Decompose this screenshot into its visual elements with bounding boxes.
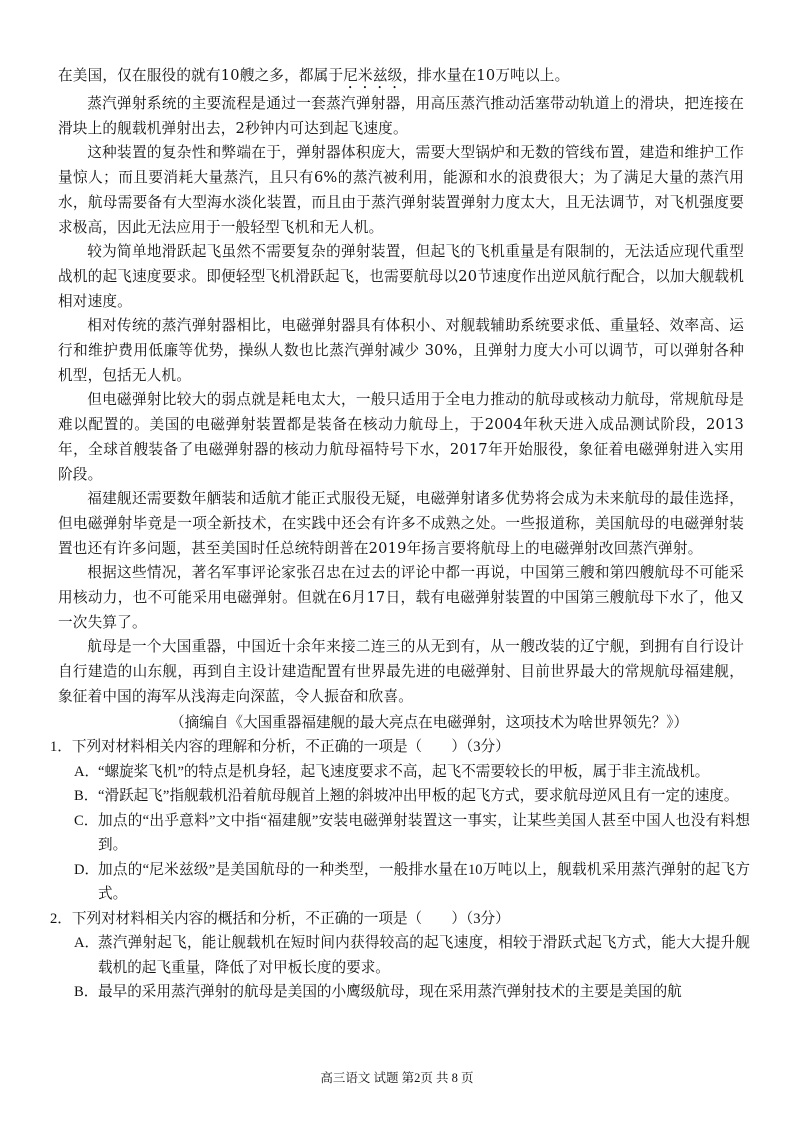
option-text: “螺旋桨飞机”的特点是机身轻，起飞速度要求不高，起飞不需要较长的甲板，属于非主流战机。	[98, 763, 710, 780]
option-b	[74, 784, 750, 809]
option-a	[74, 931, 750, 980]
question-list	[50, 735, 750, 1005]
option-c	[74, 809, 750, 858]
passage-paragraph: 根据这些情况，著名军事评论家张召忠在过去的评论中都一再说，中国第三艘和第四艘航母不可能采用核动力，也不可能采用电磁弹射。但就在6月17日，载有电磁弹射装置的中国第三艘航母下水了，他又一次失算了。	[58, 564, 744, 631]
passage-paragraph: 航母是一个大国重器，中国近十余年来接二连三的从无到有，从一艘改装的辽宁舰，到拥有自行设计自行建造的山东舰，再到自主设计建造配置有世界最先进的电磁弹射、目前世界最大的常规航母福建舰，象征着中国的海军从浅海走向深蓝，令人振奋和欣喜。	[58, 638, 744, 705]
option-text: 最早的采用蒸汽弹射的航母是美国的小鹰级航母，现在采用蒸汽弹射技术的主要是美国的航	[98, 984, 682, 1000]
option-a	[74, 760, 750, 785]
passage-paragraph: 福建舰还需要数年舾装和适航才能正式服役无疑，电磁弹射诸多优势将会成为未来航母的最佳选择，但电磁弹射毕竟是一项全新技术，在实践中还会有许多不成熟之处。一些报道称，美国航母的电磁弹射装置也还有许多问题，甚至美国时任总统特朗普在2019年扬言要将航母上的电磁弹射改回蒸汽弹射。	[58, 490, 744, 557]
page-footer: 高三语文 试题 第2页 共 8 页	[320, 1071, 474, 1085]
option-label: B．	[74, 984, 99, 1000]
emphasized-term: 尼米兹级	[343, 67, 403, 84]
option-text: 加点的“尼米兹级”是美国航母的一种类型，一般排水量在10万吨以上，舰载机采用蒸汽弹射的起飞方式。	[98, 861, 750, 902]
question-2	[50, 907, 750, 1005]
reading-passage	[58, 64, 744, 710]
option-text: “滑跃起飞”指舰载机沿着航母舰首上翘的斜坡冲出甲板的起飞方式，要求航母逆风且有一定的速度。	[98, 788, 739, 804]
option-label: A．	[74, 935, 100, 951]
option-label: D．	[74, 861, 100, 878]
passage-paragraph: 但电磁弹射比较大的弱点就是耗电太大，一般只适用于全电力推动的航母或核动力航母，常规航母是难以配置的。美国的电磁弹射装置都是装备在核动力航母上，于2004年秋天进入成品测试阶段，2013年，全球首艘装备了电磁弹射器的核动力航母福特号下水，2017年开始服役，象征着电磁弹射进入实用阶段。	[58, 391, 744, 483]
option-d	[74, 858, 750, 907]
option-label: C．	[74, 812, 99, 829]
option-text: 加点的“出乎意料”文中指“福建舰”安装电磁弹射装置这一事实，让某些美国人甚至中国人也没有料想到。	[98, 812, 750, 853]
passage-paragraph: 相对传统的蒸汽弹射器相比，电磁弹射器具有体积小、对舰载辅助系统要求低、重量轻、效率高、运行和维护费用低廉等优势，操纵人数也比蒸汽弹射减少 30%，且弹射力度大小可以调节，可以弹射各种机型，包括无人机。	[58, 317, 744, 384]
option-text: 蒸汽弹射起飞，能让舰载机在短时间内获得较高的起飞速度，相较于滑跃式起飞方式，能大大提升舰载机的起飞重量，降低了对甲板长度的要求。	[98, 935, 750, 976]
question-stem: 1．下列对材料相关内容的理解和分析，不正确的一项是（ ）（3分）	[50, 739, 510, 755]
passage-paragraph: 较为简单地滑跃起飞虽然不需要复杂的弹射装置，但起飞的飞机重量是有限制的，无法适应现代重型战机的起飞速度要求。即便轻型飞机滑跃起飞，也需要航母以20节速度作出逆风航行配合，以加大舰载机相对速度。	[58, 243, 744, 310]
passage-paragraph: 蒸汽弹射系统的主要流程是通过一套蒸汽弹射器，用高压蒸汽推动活塞带动轨道上的滑块，把连接在滑块上的舰载机弹射出去，2秒钟内可达到起飞速度。	[58, 95, 744, 137]
passage-paragraph: 这种装置的复杂性和弊端在于，弹射器体积庞大，需要大型锅炉和无数的管线布置，建造和维护工作量惊人；而且要消耗大量蒸汽，且只有6%的蒸汽被利用，能源和水的浪费很大；为了满足大量的蒸汽用水，航母需要备有大型海水淡化装置，而且由于蒸汽弹射装置弹射力度太大，且无法调节，对飞机强度要求极高，因此无法应用于一般轻型飞机和无人机。	[58, 144, 744, 236]
option-b	[74, 980, 750, 1005]
question-stem: 2．下列对材料相关内容的概括和分析，不正确的一项是（ ）（3分）	[50, 910, 510, 927]
question-1	[50, 735, 750, 907]
option-label: B．	[74, 788, 99, 804]
option-label: A．	[74, 763, 100, 780]
source-citation: （摘编自《大国重器福建舰的最大亮点在电磁弹射，这项技术为啥世界领先？》）	[170, 714, 689, 731]
passage-paragraph: 在美国，仅在服役的就有10艘之多，都属于尼米兹级，排水量在10万吨以上。	[58, 67, 570, 84]
